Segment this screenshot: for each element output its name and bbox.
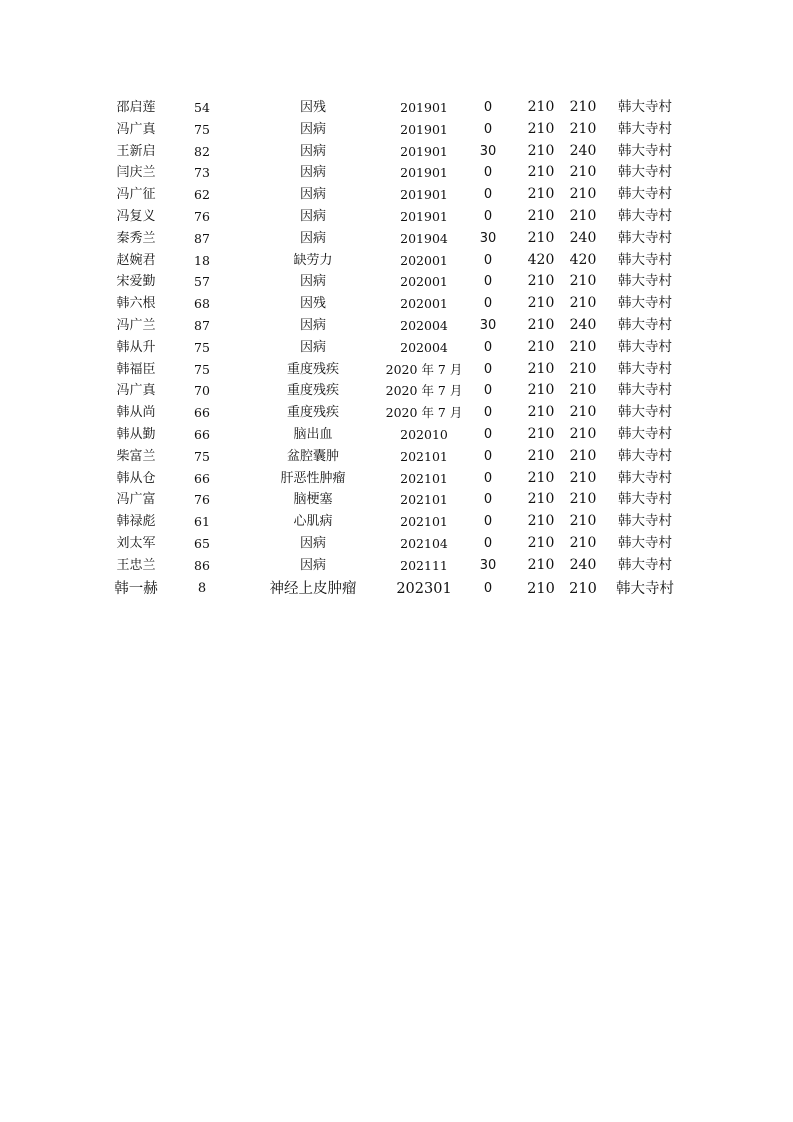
amount-a-cell: 0 [483, 274, 493, 290]
name-cell: 韩从仓 [116, 470, 156, 486]
amount-b-cell: 210 [527, 186, 555, 203]
amount-b-cell: 210 [527, 316, 555, 333]
age-cell: 87 [194, 230, 210, 246]
name-cell: 赵婉君 [116, 252, 156, 268]
reason-cell: 因病 [299, 557, 327, 573]
date-cell: 201901 [400, 208, 448, 224]
reason-cell: 脑出血 [293, 426, 333, 442]
amount-a-cell: 0 [483, 580, 493, 596]
date-cell: 202101 [400, 470, 448, 486]
amount-b-cell: 210 [527, 447, 555, 464]
date-cell: 202004 [400, 317, 448, 333]
age-cell: 57 [194, 274, 210, 290]
age-cell: 87 [194, 317, 210, 333]
table-row [0, 141, 793, 163]
date-cell: 2020 年 7 月 [385, 405, 463, 421]
table-row [0, 489, 793, 511]
name-cell: 王新启 [116, 143, 156, 159]
name-cell: 韩一赫 [114, 580, 158, 597]
village-cell: 韩大寺村 [618, 142, 672, 159]
name-cell: 柴富兰 [116, 448, 156, 464]
amount-b-cell: 210 [527, 273, 555, 290]
amount-a-cell: 0 [483, 535, 493, 551]
name-cell: 韩从勤 [116, 426, 156, 442]
age-cell: 75 [194, 448, 210, 464]
age-cell: 70 [194, 383, 210, 399]
table-row [0, 97, 793, 119]
amount-a-cell: 0 [483, 470, 493, 486]
table-row [0, 206, 793, 228]
reason-cell: 因病 [299, 339, 327, 355]
table-row [0, 511, 793, 533]
reason-cell: 因病 [299, 535, 327, 551]
age-cell: 86 [194, 557, 210, 573]
age-cell: 76 [194, 208, 210, 224]
reason-cell: 缺劳力 [293, 252, 333, 268]
amount-c-cell: 210 [569, 425, 597, 442]
date-cell: 2020 年 7 月 [385, 383, 463, 399]
table-row [0, 380, 793, 402]
date-cell: 201901 [400, 100, 448, 115]
amount-c-cell: 210 [569, 469, 597, 486]
village-cell: 韩大寺村 [618, 164, 672, 181]
name-cell: 韩六根 [116, 296, 156, 312]
age-cell: 75 [194, 361, 210, 377]
name-cell: 邵启莲 [116, 100, 156, 115]
date-cell: 202101 [400, 492, 448, 508]
amount-c-cell: 210 [569, 99, 597, 115]
table-row [0, 577, 793, 601]
date-cell: 202301 [396, 580, 452, 597]
table-row [0, 424, 793, 446]
age-cell: 65 [194, 535, 210, 551]
village-cell: 韩大寺村 [618, 229, 672, 246]
age-cell: 66 [194, 426, 210, 442]
date-cell: 202111 [400, 557, 448, 573]
amount-c-cell: 210 [569, 382, 597, 399]
amount-a-cell: 30 [479, 143, 497, 159]
date-cell: 2020 年 7 月 [385, 361, 463, 377]
age-cell: 82 [194, 143, 210, 159]
village-cell: 韩大寺村 [618, 513, 672, 530]
amount-c-cell: 210 [569, 164, 597, 181]
amount-a-cell: 0 [483, 383, 493, 399]
age-cell: 73 [194, 165, 210, 181]
table-row [0, 468, 793, 490]
amount-c-cell: 210 [569, 207, 597, 224]
reason-cell: 因病 [299, 274, 327, 290]
amount-b-cell: 210 [527, 491, 555, 508]
age-cell: 75 [194, 339, 210, 355]
reason-cell: 神经上皮肿瘤 [269, 580, 357, 597]
reason-cell: 心肌病 [293, 514, 333, 530]
amount-a-cell: 30 [479, 317, 497, 333]
table-row [0, 293, 793, 315]
name-cell: 王忠兰 [116, 557, 156, 573]
reason-cell: 因病 [299, 165, 327, 181]
village-cell: 韩大寺村 [618, 404, 672, 421]
table-row [0, 250, 793, 272]
age-cell: 8 [197, 580, 207, 596]
table-row [0, 271, 793, 293]
village-cell: 韩大寺村 [618, 534, 672, 551]
name-cell: 冯广征 [116, 187, 156, 203]
amount-b-cell: 210 [527, 142, 555, 159]
amount-b-cell: 210 [527, 534, 555, 551]
name-cell: 韩从尚 [116, 405, 156, 421]
age-cell: 75 [194, 121, 210, 137]
amount-c-cell: 210 [569, 120, 597, 137]
date-cell: 202101 [400, 448, 448, 464]
table-row [0, 162, 793, 184]
amount-b-cell: 420 [527, 251, 555, 268]
amount-b-cell: 210 [527, 382, 555, 399]
amount-b-cell: 210 [527, 580, 555, 597]
date-cell: 202004 [400, 339, 448, 355]
amount-b-cell: 210 [527, 556, 555, 573]
amount-a-cell: 0 [483, 187, 493, 203]
table-row [0, 533, 793, 555]
amount-c-cell: 210 [569, 295, 597, 312]
table [0, 97, 793, 601]
reason-cell: 因病 [299, 317, 327, 333]
amount-a-cell: 30 [479, 230, 497, 246]
village-cell: 韩大寺村 [618, 99, 672, 115]
amount-c-cell: 210 [569, 338, 597, 355]
amount-b-cell: 210 [527, 469, 555, 486]
village-cell: 韩大寺村 [618, 425, 672, 442]
name-cell: 冯广富 [116, 492, 156, 508]
amount-a-cell: 0 [483, 165, 493, 181]
age-cell: 62 [194, 187, 210, 203]
amount-b-cell: 210 [527, 338, 555, 355]
amount-a-cell: 0 [483, 208, 493, 224]
age-cell: 61 [194, 514, 210, 530]
amount-a-cell: 0 [483, 492, 493, 508]
date-cell: 202104 [400, 535, 448, 551]
amount-a-cell: 0 [483, 448, 493, 464]
date-cell: 202001 [400, 274, 448, 290]
amount-c-cell: 240 [569, 556, 597, 573]
amount-c-cell: 210 [569, 186, 597, 203]
name-cell: 韩从升 [116, 339, 156, 355]
amount-a-cell: 0 [483, 100, 493, 115]
date-cell: 202010 [400, 426, 448, 442]
amount-c-cell: 210 [569, 491, 597, 508]
reason-cell: 因残 [299, 100, 327, 115]
village-cell: 韩大寺村 [618, 338, 672, 355]
reason-cell: 因残 [299, 296, 327, 312]
reason-cell: 重度残疾 [286, 383, 340, 399]
amount-a-cell: 0 [483, 405, 493, 421]
amount-b-cell: 210 [527, 513, 555, 530]
date-cell: 201901 [400, 165, 448, 181]
amount-a-cell: 30 [479, 557, 497, 573]
table-row [0, 359, 793, 381]
reason-cell: 脑梗塞 [293, 492, 333, 508]
reason-cell: 因病 [299, 187, 327, 203]
amount-b-cell: 210 [527, 404, 555, 421]
village-cell: 韩大寺村 [618, 186, 672, 203]
reason-cell: 因病 [299, 121, 327, 137]
amount-c-cell: 210 [569, 360, 597, 377]
amount-c-cell: 240 [569, 316, 597, 333]
date-cell: 202001 [400, 252, 448, 268]
village-cell: 韩大寺村 [618, 273, 672, 290]
date-cell: 201901 [400, 143, 448, 159]
age-cell: 68 [194, 296, 210, 312]
amount-c-cell: 240 [569, 142, 597, 159]
reason-cell: 重度残疾 [286, 361, 340, 377]
amount-c-cell: 210 [569, 513, 597, 530]
village-cell: 韩大寺村 [618, 447, 672, 464]
table-row [0, 228, 793, 250]
village-cell: 韩大寺村 [618, 382, 672, 399]
reason-cell: 因病 [299, 208, 327, 224]
amount-a-cell: 0 [483, 121, 493, 137]
table-row [0, 555, 793, 577]
amount-b-cell: 210 [527, 99, 555, 115]
reason-cell: 重度残疾 [286, 405, 340, 421]
date-cell: 202001 [400, 296, 448, 312]
age-cell: 54 [194, 100, 210, 115]
name-cell: 冯广真 [116, 121, 156, 137]
name-cell: 闫庆兰 [116, 165, 156, 181]
amount-b-cell: 210 [527, 164, 555, 181]
village-cell: 韩大寺村 [618, 316, 672, 333]
amount-a-cell: 0 [483, 361, 493, 377]
amount-a-cell: 0 [483, 296, 493, 312]
amount-c-cell: 210 [569, 273, 597, 290]
amount-b-cell: 210 [527, 229, 555, 246]
reason-cell: 因病 [299, 143, 327, 159]
amount-c-cell: 420 [569, 251, 597, 268]
village-cell: 韩大寺村 [618, 360, 672, 377]
name-cell: 秦秀兰 [116, 230, 156, 246]
village-cell: 韩大寺村 [618, 207, 672, 224]
amount-a-cell: 0 [483, 252, 493, 268]
village-cell: 韩大寺村 [618, 469, 672, 486]
name-cell: 刘太军 [116, 535, 156, 551]
table-row [0, 337, 793, 359]
amount-c-cell: 210 [569, 534, 597, 551]
date-cell: 202101 [400, 514, 448, 530]
age-cell: 18 [194, 252, 210, 268]
name-cell: 冯广兰 [116, 317, 156, 333]
village-cell: 韩大寺村 [618, 556, 672, 573]
amount-c-cell: 210 [569, 447, 597, 464]
amount-c-cell: 210 [569, 404, 597, 421]
amount-b-cell: 210 [527, 360, 555, 377]
age-cell: 76 [194, 492, 210, 508]
amount-c-cell: 240 [569, 229, 597, 246]
amount-b-cell: 210 [527, 207, 555, 224]
amount-a-cell: 0 [483, 426, 493, 442]
village-cell: 韩大寺村 [616, 580, 674, 597]
name-cell: 冯广真 [116, 383, 156, 399]
reason-cell: 因病 [299, 230, 327, 246]
name-cell: 冯复义 [116, 208, 156, 224]
date-cell: 201901 [400, 121, 448, 137]
village-cell: 韩大寺村 [618, 120, 672, 137]
village-cell: 韩大寺村 [618, 251, 672, 268]
amount-a-cell: 0 [483, 339, 493, 355]
age-cell: 66 [194, 405, 210, 421]
name-cell: 韩福臣 [116, 361, 156, 377]
age-cell: 66 [194, 470, 210, 486]
village-cell: 韩大寺村 [618, 295, 672, 312]
amount-b-cell: 210 [527, 120, 555, 137]
amount-b-cell: 210 [527, 295, 555, 312]
amount-b-cell: 210 [527, 425, 555, 442]
name-cell: 韩禄彪 [116, 514, 156, 530]
date-cell: 201904 [400, 230, 448, 246]
amount-c-cell: 210 [569, 580, 597, 597]
village-cell: 韩大寺村 [618, 491, 672, 508]
reason-cell: 盆腔囊肿 [286, 448, 340, 464]
reason-cell: 肝恶性肿瘤 [280, 470, 346, 486]
table-row [0, 119, 793, 141]
table-row [0, 402, 793, 424]
table-row [0, 446, 793, 468]
name-cell: 宋爱勤 [116, 274, 156, 290]
table-row [0, 315, 793, 337]
amount-a-cell: 0 [483, 514, 493, 530]
date-cell: 201901 [400, 187, 448, 203]
table-row [0, 184, 793, 206]
